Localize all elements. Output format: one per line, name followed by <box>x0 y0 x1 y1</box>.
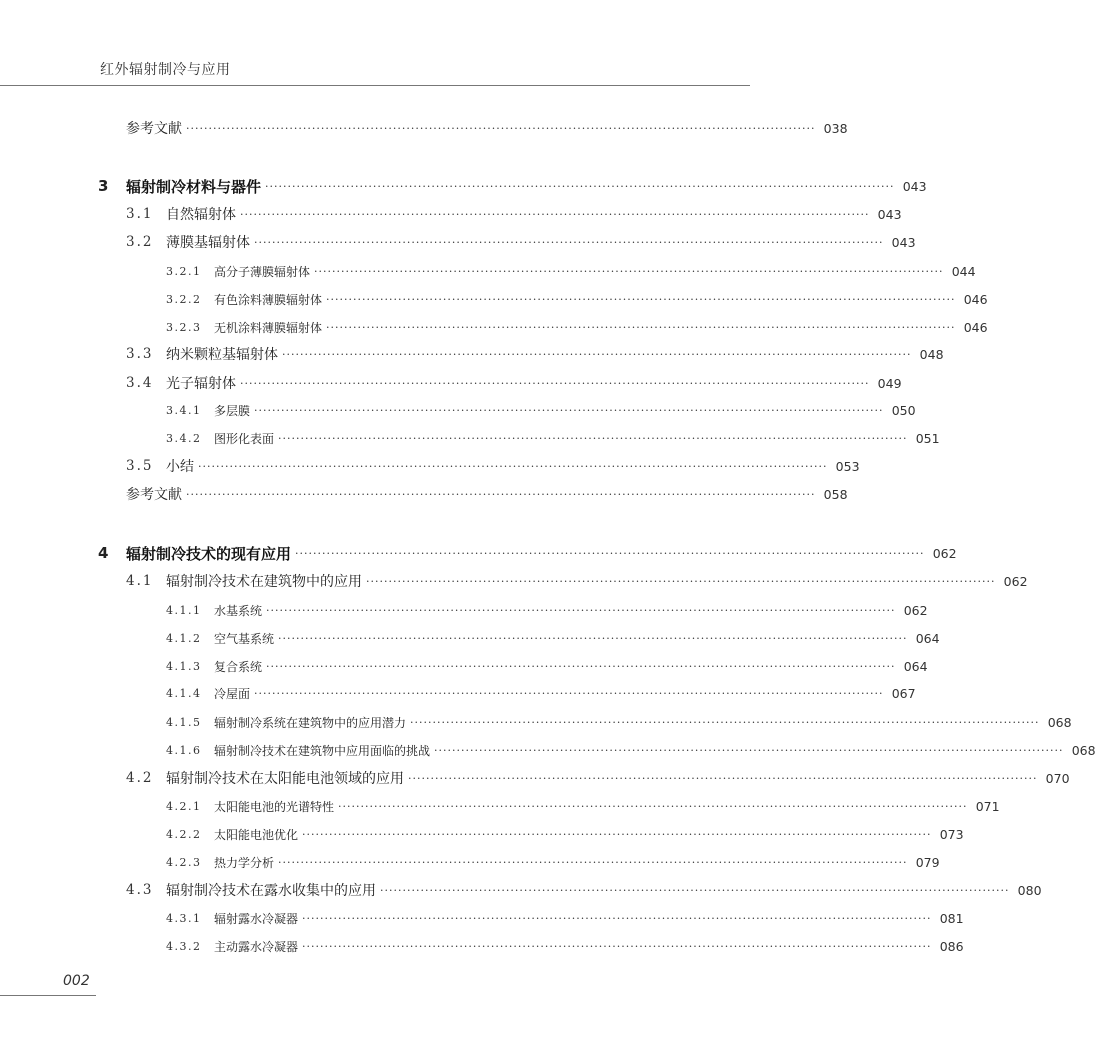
header-rule <box>0 85 750 86</box>
toc-dot-leader: ············································································································································ <box>295 546 925 560</box>
toc-entry-number: 4.1.1 <box>166 603 202 617</box>
toc-dot-leader: ············································································································································ <box>254 403 884 417</box>
toc-entry-number: 4.3.2 <box>166 939 202 953</box>
toc-dot-leader: ············································································································································ <box>254 686 884 700</box>
toc-dot-leader: ············································································································································ <box>282 347 912 361</box>
toc-entry-title: 有色涂料薄膜辐射体 <box>214 292 323 307</box>
toc-dot-leader: ············································································································································ <box>198 459 828 473</box>
toc-entry-number: 4.2.3 <box>166 855 202 869</box>
toc-section-entry <box>0 231 916 253</box>
toc-entry-page: 070 <box>1045 770 1070 786</box>
toc-section-entry <box>0 907 964 929</box>
toc-dot-leader: ············································································································································ <box>326 292 956 306</box>
toc-section-entry <box>0 260 976 282</box>
toc-dot-leader: ············································································································································ <box>186 121 816 135</box>
toc-entry-page: 046 <box>963 291 988 307</box>
toc-section-entry <box>0 655 928 677</box>
toc-dot-leader: ············································································································································ <box>278 431 908 445</box>
toc-entry-number: 4.3 <box>126 882 154 898</box>
toc-entry-title: 辐射制冷技术在建筑物中应用面临的挑战 <box>214 743 431 758</box>
toc-entry-title: 辐射露水冷凝器 <box>214 911 299 926</box>
toc-entry-title: 冷屋面 <box>214 686 251 701</box>
toc-entry-title: 纳米颗粒基辐射体 <box>166 347 278 363</box>
toc-entry-title: 无机涂料薄膜辐射体 <box>214 320 323 335</box>
toc-section-entry <box>0 427 940 449</box>
toc-section-entry <box>0 711 1072 733</box>
toc-entry-number: 4.1.6 <box>166 743 202 757</box>
toc-entry-title: 辐射制冷材料与器件 <box>126 177 262 196</box>
toc-section-entry <box>0 935 964 957</box>
toc-entry-page: 050 <box>891 402 916 418</box>
toc-entry-page: 043 <box>877 206 902 222</box>
toc-entry-number: 4.2 <box>126 770 154 786</box>
running-header-title: 红外辐射制冷与应用 <box>100 62 231 78</box>
toc-entry-title: 水基系统 <box>214 603 263 618</box>
toc-entry-page: 051 <box>915 430 940 446</box>
toc-dot-leader: ············································································································································ <box>254 235 884 249</box>
toc-entry-page: 081 <box>939 910 964 926</box>
toc-entry-number: 4.2.2 <box>166 827 202 841</box>
toc-section-entry <box>0 343 944 365</box>
toc-section-entry <box>0 767 1070 789</box>
toc-dot-leader: ············································································································································ <box>278 855 908 869</box>
toc-entry-page: 068 <box>1071 742 1096 758</box>
toc-dot-leader: ············································································································································ <box>240 376 870 390</box>
toc-entry-page: 038 <box>823 120 848 136</box>
toc-entry-number: 3.4.1 <box>166 403 202 417</box>
toc-dot-leader: ············································································································································ <box>434 743 1064 757</box>
toc-entry-number: 3.2 <box>126 234 154 250</box>
toc-dot-leader: ············································································································································ <box>326 320 956 334</box>
toc-entry-title: 复合系统 <box>214 659 263 674</box>
page-number: 002 <box>63 973 90 989</box>
toc-entry-page: 043 <box>902 178 927 194</box>
toc-entry-title: 辐射制冷技术在建筑物中的应用 <box>166 574 362 590</box>
toc-entry-page: 064 <box>903 658 928 674</box>
toc-entry-title: 参考文献 <box>126 487 182 503</box>
toc-entry-title: 光子辐射体 <box>166 376 236 392</box>
toc-entry-number: 3.5 <box>126 458 154 474</box>
toc-entry-number: 4.1.5 <box>166 715 202 729</box>
toc-dot-leader: ············································································································································ <box>408 771 1038 785</box>
toc-entry-page: 058 <box>823 486 848 502</box>
toc-entry-number: 3.1 <box>126 206 154 222</box>
toc-entry-number: 4.2.1 <box>166 799 202 813</box>
toc-entry-title: 热力学分析 <box>214 855 275 870</box>
toc-entry-title: 多层膜 <box>214 403 251 418</box>
toc-section-entry <box>0 570 1028 592</box>
toc-dot-leader: ············································································································································ <box>265 179 895 193</box>
toc-entry-page: 062 <box>1003 573 1028 589</box>
toc-entry-page: 073 <box>939 826 964 842</box>
toc-section-entry <box>0 627 940 649</box>
toc-section-entry <box>0 739 1096 761</box>
toc-dot-leader: ············································································································································ <box>240 207 870 221</box>
toc-dot-leader: ············································································································································ <box>302 911 932 925</box>
toc-entry-number: 4.1.4 <box>166 686 202 700</box>
toc-entry-page: 046 <box>963 319 988 335</box>
toc-section-entry <box>0 682 916 704</box>
toc-entry-title: 辐射制冷技术在太阳能电池领域的应用 <box>166 771 404 787</box>
toc-dot-leader: ············································································································································ <box>410 715 1040 729</box>
toc-section-entry <box>0 372 902 394</box>
toc-entry-number: 3.2.3 <box>166 320 202 334</box>
toc-entry-title: 主动露水冷凝器 <box>214 939 299 954</box>
toc-section-entry <box>0 851 940 873</box>
toc-entry-page: 043 <box>891 234 916 250</box>
toc-entry-page: 067 <box>891 685 916 701</box>
toc-entry-page: 080 <box>1017 882 1042 898</box>
toc-section-entry <box>0 879 1042 901</box>
toc-entry-number: 4 <box>98 544 109 562</box>
toc-entry-title: 高分子薄膜辐射体 <box>214 264 311 279</box>
toc-dot-leader: ············································································································································ <box>302 939 932 953</box>
toc-entry-number: 4.1.2 <box>166 631 202 645</box>
toc-entry-number: 3.3 <box>126 346 154 362</box>
toc-entry-title: 薄膜基辐射体 <box>166 235 250 251</box>
toc-entry-title: 自然辐射体 <box>166 207 236 223</box>
toc-entry-number: 3.2.2 <box>166 292 202 306</box>
toc-dot-leader: ············································································································································ <box>338 799 968 813</box>
toc-section-entry <box>0 203 902 225</box>
toc-entry-page: 064 <box>915 630 940 646</box>
toc-entry-number: 3.4 <box>126 375 154 391</box>
toc-section-entry <box>0 316 988 338</box>
toc-entry-page: 079 <box>915 854 940 870</box>
toc-entry-page: 068 <box>1047 714 1072 730</box>
toc-entry-page: 071 <box>975 798 1000 814</box>
toc-entry-page: 053 <box>835 458 860 474</box>
toc-dot-leader: ············································································································································ <box>266 659 896 673</box>
toc-entry-title: 参考文献 <box>126 121 182 137</box>
toc-dot-leader: ············································································································································ <box>266 603 896 617</box>
toc-dot-leader: ············································································································································ <box>314 264 944 278</box>
toc-dot-leader: ············································································································································ <box>278 631 908 645</box>
toc-references-entry <box>0 117 848 139</box>
toc-entry-page: 048 <box>919 346 944 362</box>
toc-entry-number: 3.2.1 <box>166 264 202 278</box>
toc-section-entry <box>0 455 860 477</box>
toc-entry-title: 空气基系统 <box>214 631 275 646</box>
toc-entry-title: 辐射制冷技术的现有应用 <box>126 544 292 563</box>
toc-entry-page: 044 <box>951 263 976 279</box>
toc-entry-page: 049 <box>877 375 902 391</box>
toc-entry-title: 太阳能电池的光谱特性 <box>214 799 335 814</box>
toc-section-entry <box>0 399 916 421</box>
toc-entry-title: 图形化表面 <box>214 431 275 446</box>
toc-entry-number: 4.1 <box>126 573 154 589</box>
toc-dot-leader: ············································································································································ <box>302 827 932 841</box>
toc-entry-page: 086 <box>939 938 964 954</box>
toc-entry-title: 辐射制冷系统在建筑物中的应用潜力 <box>214 715 407 730</box>
toc-entry-number: 4.1.3 <box>166 659 202 673</box>
toc-entry-number: 3.4.2 <box>166 431 202 445</box>
toc-entry-number: 3 <box>98 177 109 195</box>
toc-references-entry <box>0 483 848 505</box>
toc-section-entry <box>0 599 928 621</box>
toc-entry-title: 小结 <box>166 459 194 475</box>
toc-entry-title: 辐射制冷技术在露水收集中的应用 <box>166 883 376 899</box>
toc-entry-page: 062 <box>932 545 957 561</box>
toc-section-entry <box>0 823 964 845</box>
footer-rule <box>0 995 96 996</box>
toc-section-entry <box>0 795 1000 817</box>
toc-entry-page: 062 <box>903 602 928 618</box>
toc-chapter-entry <box>0 175 927 197</box>
toc-dot-leader: ············································································································································ <box>186 487 816 501</box>
toc-dot-leader: ············································································································································ <box>366 574 996 588</box>
toc-dot-leader: ············································································································································ <box>380 883 1010 897</box>
toc-chapter-entry <box>0 542 957 564</box>
toc-section-entry <box>0 288 988 310</box>
toc-entry-title: 太阳能电池优化 <box>214 827 299 842</box>
toc-entry-number: 4.3.1 <box>166 911 202 925</box>
